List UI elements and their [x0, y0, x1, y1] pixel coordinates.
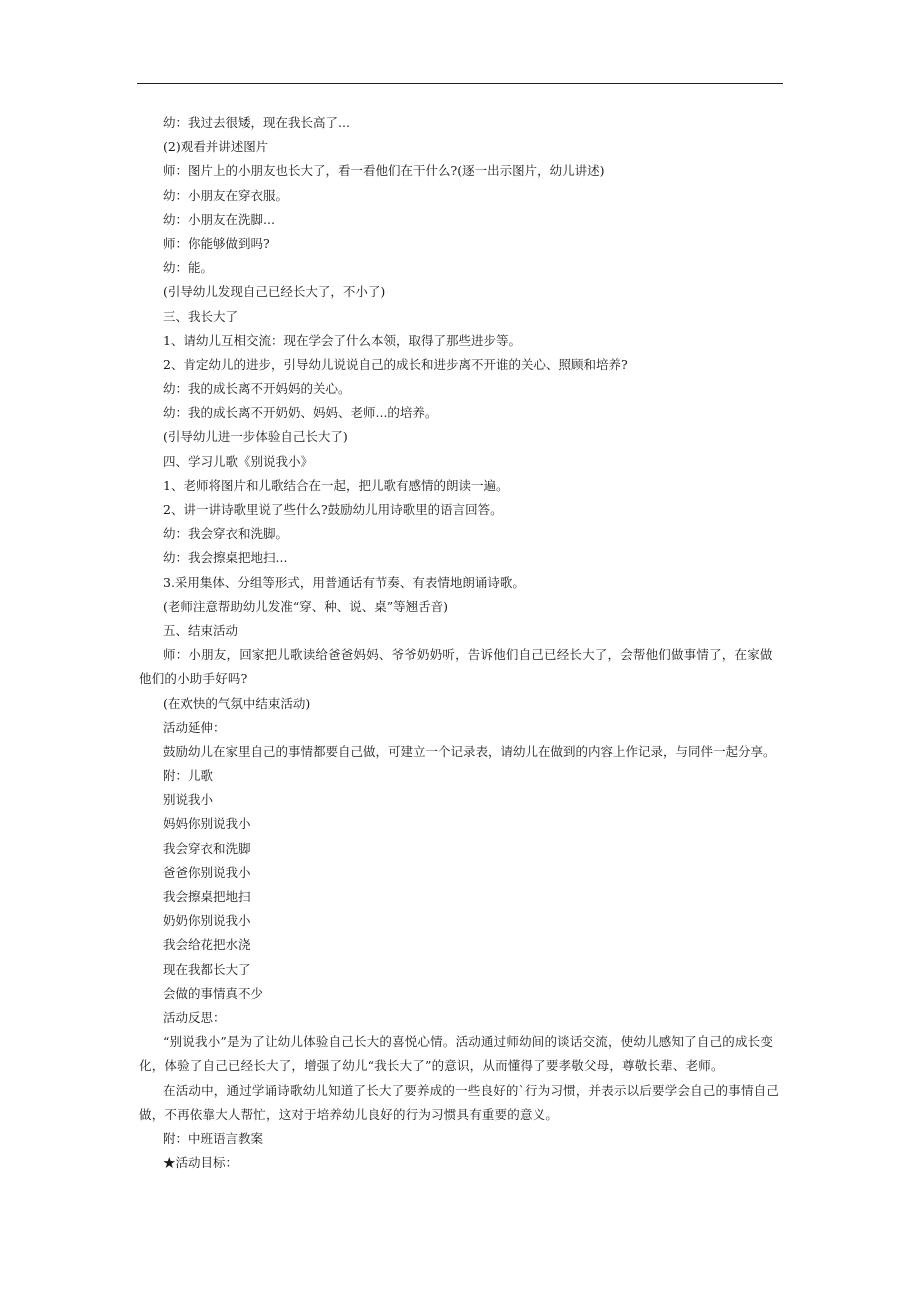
paragraph: 师：小朋友，回家把儿歌读给爸爸妈妈、爷爷奶奶听，告诉他们自己已经长大了，会帮他们做事情了，在家做他们的小助手好吗?: [139, 647, 773, 687]
text-line: 3.采用集体、分组等形式，用普通话有节奏、有表情地朗诵诗歌。: [163, 574, 525, 590]
text-line: 幼：我的成长离不开奶奶、妈妈、老师...的培养。: [163, 405, 438, 421]
text-line: 师：图片上的小朋友也长大了，看一看他们在干什么?(逐一出示图片，幼儿讲述): [163, 163, 605, 179]
poem-title: 别说我小: [163, 792, 214, 808]
text-line: 2、讲一讲诗歌里说了些什么?鼓励幼儿用诗歌里的语言回答。: [163, 502, 503, 517]
poem-line: 妈妈你别说我小: [163, 816, 251, 832]
text-line: (引导幼儿发现自己已经长大了，不小了): [163, 284, 386, 300]
text-line: 1、老师将图片和儿歌结合在一起，把儿歌有感情的朗读一遍。: [163, 477, 509, 493]
poem-line: 爸爸你别说我小: [163, 864, 251, 880]
section-heading: 五、结束活动: [163, 622, 239, 638]
text-line: 幼：小朋友在洗脚...: [163, 211, 275, 227]
document-body: [139, 111, 783, 1175]
text-line: 1、请幼儿互相交流：现在学会了什么本领，取得了那些进步等。: [163, 332, 521, 348]
poem-line: 我会擦桌把地扫: [163, 889, 251, 905]
paragraph: “别说我小”是为了让幼儿体验自己长大的喜悦心情。活动通过师幼间的谈话交流，使幼儿感知了自己的成长变化，体验了自己已经长大了，增强了幼儿“我长大了”的意识，从而懂得了要孝敬父母，尊敬长辈、老师。: [139, 1034, 774, 1074]
paragraph: 在活动中，通过学诵诗歌幼儿知道了长大了要养成的一些良好的`行为习惯，并表示以后要学会自己的事情自己做，不再依靠大人帮忙，这对于培养幼儿良好的行为习惯具有重要的意义。: [139, 1082, 780, 1122]
text-line: (引导幼儿进一步体验自己长大了): [163, 429, 348, 445]
text-line: (2)观看并讲述图片: [163, 139, 269, 155]
text-line: 幼：小朋友在穿衣服。: [163, 187, 289, 203]
poem-line: 我会穿衣和洗脚: [163, 840, 251, 856]
text-line: 附：中班语言教案: [163, 1130, 264, 1146]
section-heading: 四、学习儿歌《别说我小》: [163, 453, 314, 469]
text-line: 幼：我过去很矮，现在我长高了...: [163, 115, 350, 130]
subheading: 活动延伸：: [163, 719, 226, 735]
poem-line: 我会给花把水浇: [163, 937, 251, 953]
poem-line: 会做的事情真不少: [163, 985, 264, 1001]
text-line: 师：你能够做到吗?: [163, 235, 270, 251]
text-line: (老师注意帮助幼儿发准“穿、种、说、桌”等翘舌音): [163, 598, 449, 614]
text-line: 鼓励幼儿在家里自己的事情都要自己做，可建立一个记录表，请幼儿在做到的内容上作记录，与同伴一起分享。: [163, 743, 776, 759]
text-line: 幼：我会擦桌把地扫...: [163, 550, 288, 566]
text-line: 幼：我的成长离不开妈妈的关心。: [163, 381, 351, 397]
text-line: 2、肯定幼儿的进步，引导幼儿说说自己的成长和进步离不开谁的关心、照顾和培养?: [163, 356, 628, 372]
text-line: 附：儿歌: [163, 768, 214, 784]
text-line: 幼：能。: [163, 260, 214, 276]
section-heading: 三、我长大了: [163, 308, 239, 324]
header-rule: [137, 83, 783, 84]
text-line: (在欢快的气氛中结束活动): [163, 695, 311, 711]
poem-line: 奶奶你别说我小: [163, 913, 251, 929]
poem-line: 现在我都长大了: [163, 961, 251, 977]
subheading: ★活动目标：: [163, 1155, 239, 1171]
subheading: 活动反思：: [163, 1009, 226, 1025]
text-line: 幼：我会穿衣和洗脚。: [163, 526, 289, 542]
